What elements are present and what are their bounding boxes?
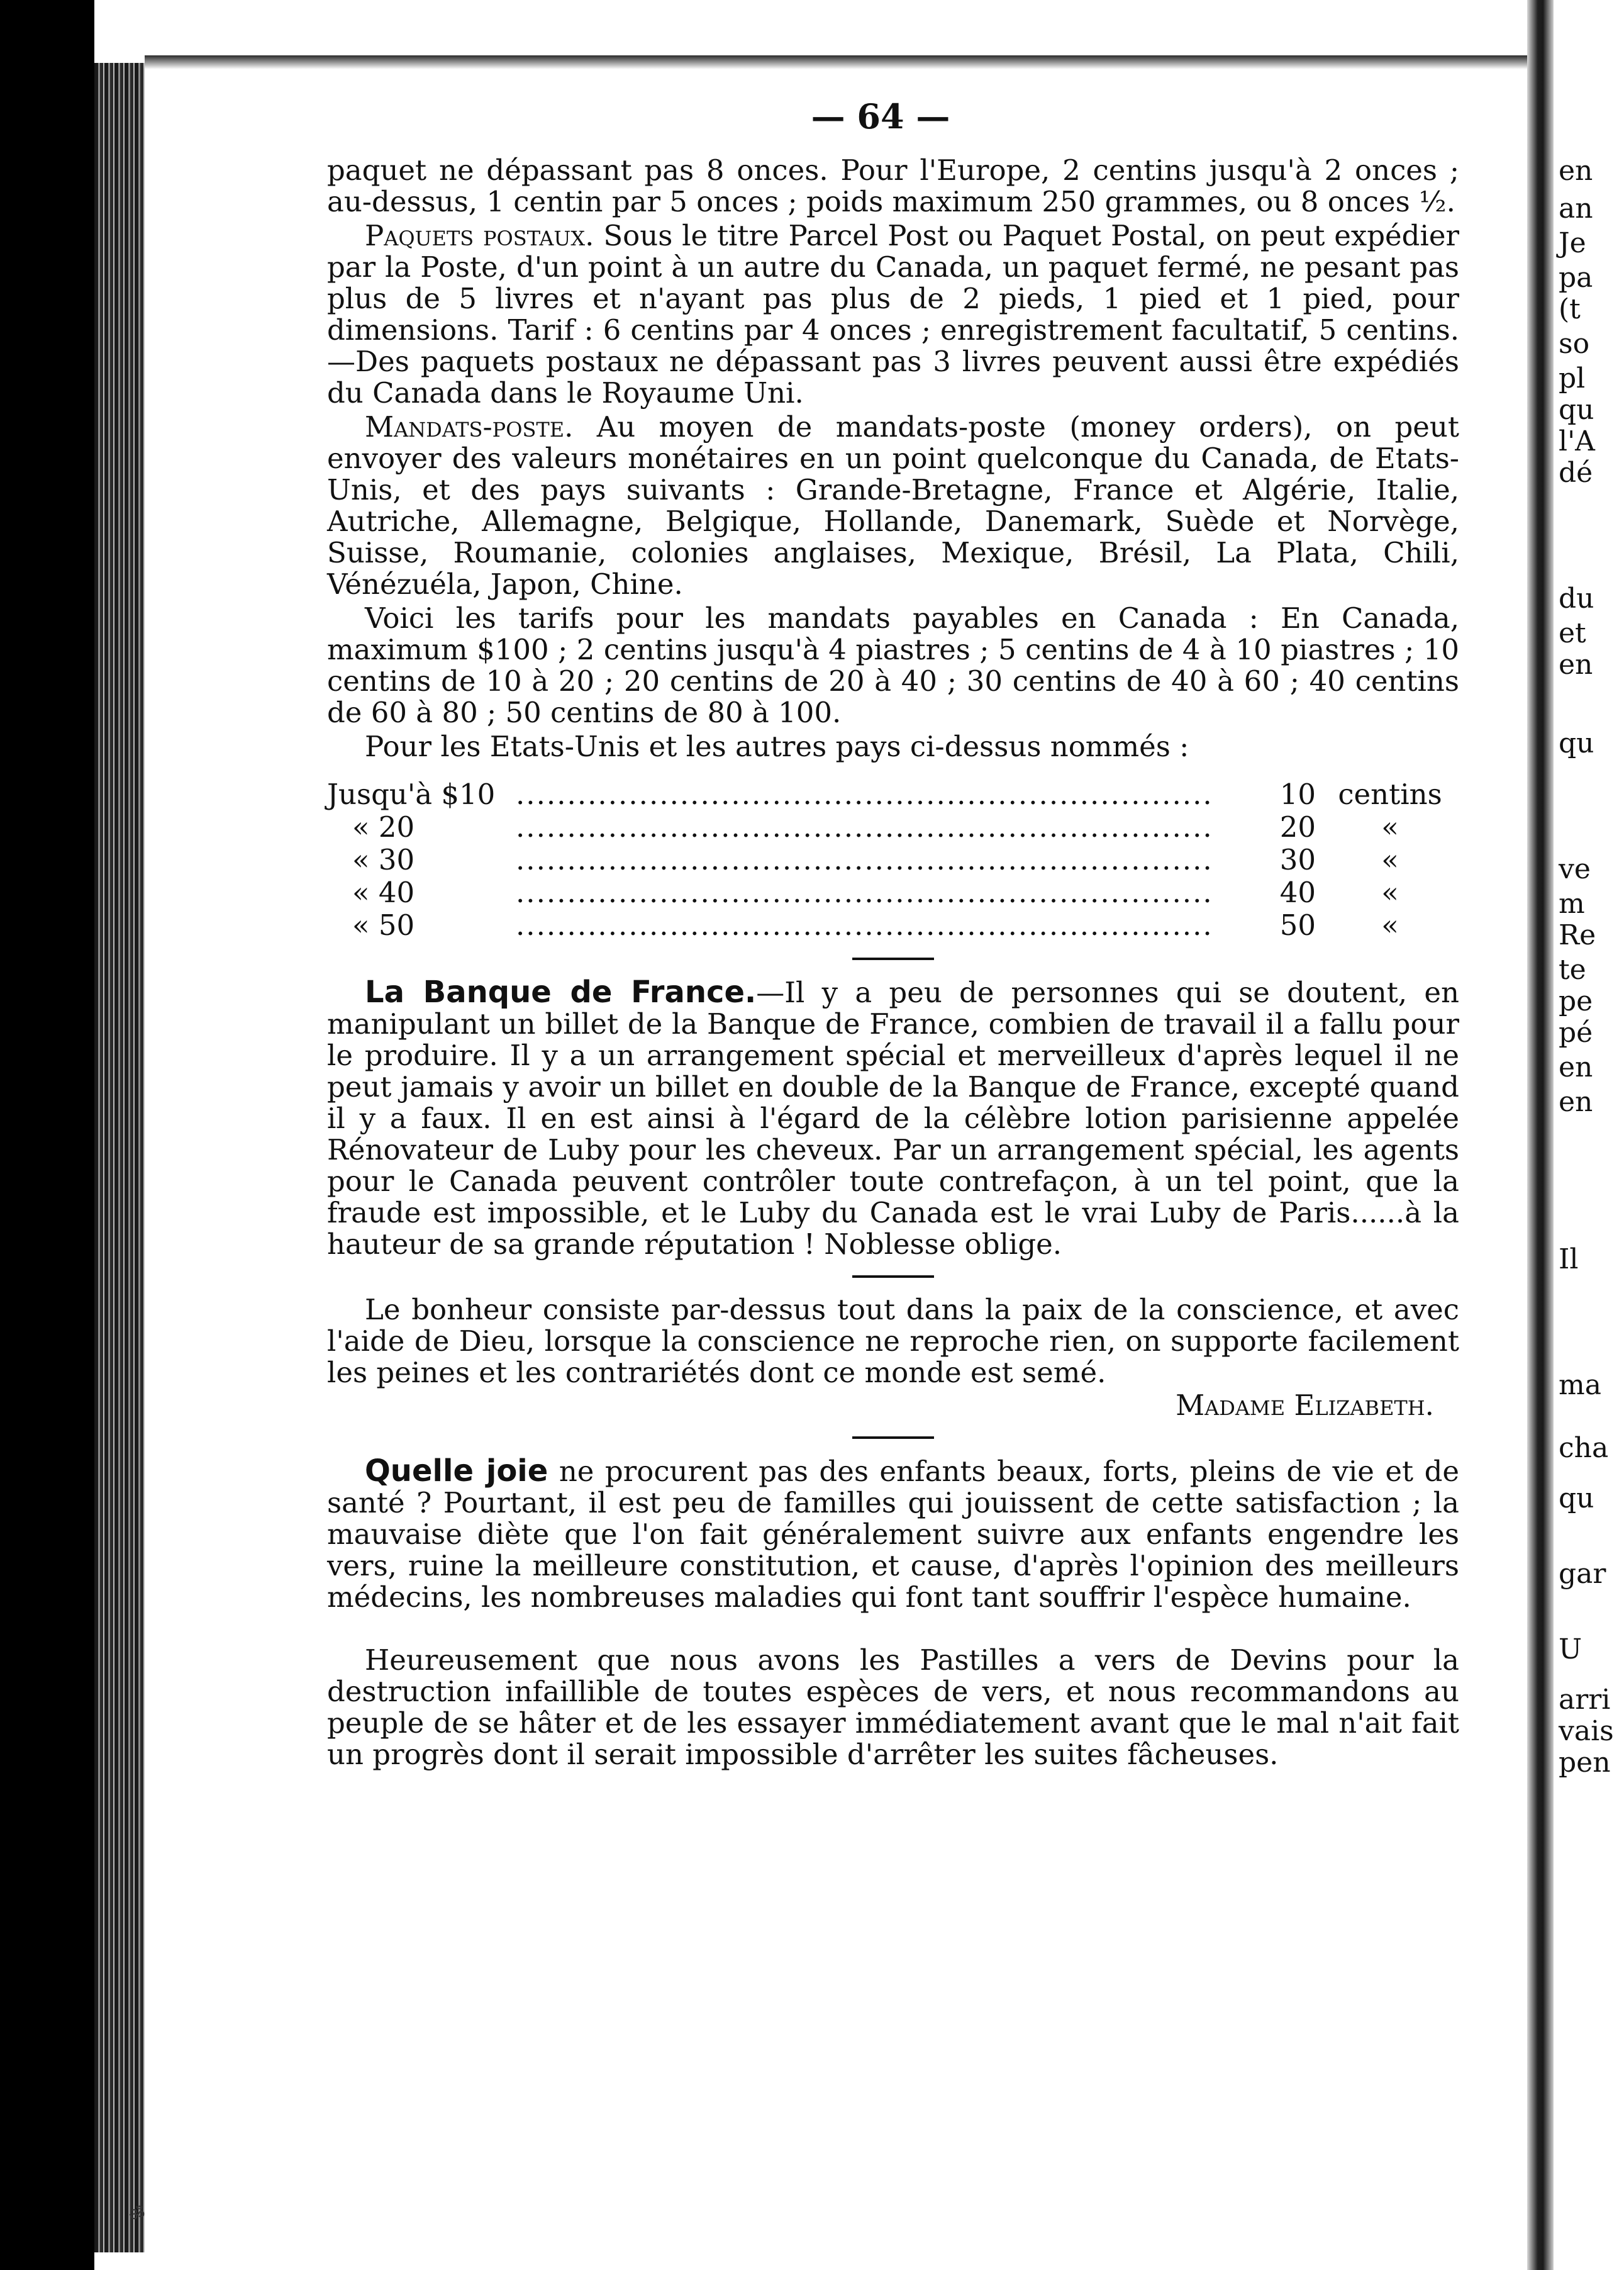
adjacent-page-text: so xyxy=(1559,328,1590,360)
book-gutter xyxy=(1527,0,1554,2270)
adjacent-page-text: pen xyxy=(1559,1747,1611,1779)
parcels-text: Sous le titre Parcel Post ou Paquet Postal, on peut expédier par la Poste, d'un point à un autre du Canada, un paquet fermé, ne pesant pas plus de 5 livres et n'ayant pas plus de 2 pieds, 1 pied et 1 pied, pour dimensions. Tarif : 6 centins par 4 onces ; enregistrement facultatif, 5 centins.—Des paquets postaux ne dépassant pas 3 livres peuvent aussi être expédiés du Canada dans le Royaume Uni. xyxy=(327,219,1459,410)
rate-row xyxy=(327,812,1459,844)
document-page xyxy=(327,96,1460,1771)
adjacent-page-text: en xyxy=(1559,649,1593,681)
pastilles-paragraph: Heureusement que nous avons les Pastilles a vers de Devins pour la destruction infaillible de toutes espèces de vers, et nous recommandons au peuple de se hâter et de les essayer immédiatement avant que le mal n'ait fait un progrès dont il serait impossible d'arrêter les suites fâcheuses. xyxy=(327,1643,1459,1771)
scan-border-left xyxy=(0,0,94,2270)
adjacent-page-text: te xyxy=(1559,954,1586,986)
intro-paragraph: paquet ne dépassant pas 8 onces. Pour l'Europe, 2 centins jusqu'à 2 onces ; au-dessus, 1 centin par 5 onces ; poids maximum 250 grammes, ou 8 onces ½. xyxy=(327,154,1459,218)
banque-text: —Il y a peu de personnes qui se doutent, en manipulant un billet de la Banque de France, combien de travail il a fallu pour le produire. Il y a un arrangement spécial et merveilleux d'après lequel il ne peut jamais y avoir un billet en double de la Banque de France, excepté quand il y a faux. Il en est ainsi à l'égard de la célèbre lotion parisienne appelée Rénovateur de Luby pour les cheveux. Par un arrangement spécial, les agents pour le Canada peuvent contrôler toute contrefaçon, à un tel point, que la fraude est impossible, et le Luby du Canada est le vrai Luby de Paris......à la hauteur de sa grande réputation ! Noblesse oblige. xyxy=(327,976,1459,1261)
rate-unit: « xyxy=(1381,876,1399,909)
adjacent-page-text: qu xyxy=(1559,727,1594,759)
joie-paragraph xyxy=(327,1455,1459,1613)
money-orders-text: Au moyen de mandats-poste (money orders), on peut envoyer des valeurs monétaires en un point quelconque du Canada, de Etats-Unis, et des pays suivants : Grande-Bretagne, France et Algérie, Italie, Autriche, Allemagne, Belgique, Hollande, Danemark, Suède et Norvège, Suisse, Roumanie, colonies anglaises, Mexique, Brésil, La Plata, Chili, Vénézuéla, Japon, Chine. xyxy=(327,410,1459,601)
quote-paragraph: Le bonheur consiste par-dessus tout dans la paix de la conscience, et avec l'aide de Dieu, lorsque la conscience ne reproche rien, on supporte facilement les peines et les contrariétés dont ce monde est semé. xyxy=(327,1293,1459,1389)
adjacent-page-text: pl xyxy=(1559,362,1586,394)
leader-dots xyxy=(516,844,1215,876)
rate-amount: « 40 xyxy=(352,876,415,909)
rate-row xyxy=(327,910,1459,942)
adjacent-page-text: du xyxy=(1559,583,1594,615)
adjacent-page-text: arri xyxy=(1559,1684,1611,1716)
adjacent-page-text: vais xyxy=(1559,1715,1614,1747)
other-countries-intro: Pour les Etats-Unis et les autres pays ci-dessus nommés : xyxy=(365,730,1189,763)
money-orders-paragraph xyxy=(327,411,1459,600)
adjacent-page-text: qu xyxy=(1559,394,1594,426)
section-divider xyxy=(852,1275,934,1278)
rate-amount: Jusqu'à $10 xyxy=(327,778,496,811)
adjacent-page-text: Il xyxy=(1559,1243,1579,1275)
adjacent-page-text: en xyxy=(1559,155,1593,187)
adjacent-page-text: Re xyxy=(1559,919,1596,951)
adjacent-page-text: an xyxy=(1559,193,1593,225)
banque-heading: La Banque de France. xyxy=(365,975,757,1010)
rate-unit: centins xyxy=(1338,778,1442,811)
rate-table xyxy=(327,779,1459,942)
adjacent-page-text: pa xyxy=(1559,262,1593,294)
rate-value: 10 xyxy=(1279,778,1316,811)
leader-dots xyxy=(516,877,1215,909)
rate-unit: « xyxy=(1381,909,1399,942)
adjacent-page-text: et xyxy=(1559,617,1586,649)
adjacent-page-text: en xyxy=(1559,1051,1593,1083)
rate-row xyxy=(327,877,1459,910)
adjacent-page-text: cha xyxy=(1559,1432,1609,1464)
canada-tariffs-paragraph: Voici les tarifs pour les mandats payables en Canada : En Canada, maximum $100 ; 2 centins jusqu'à 4 piastres ; 5 centins de 4 à 10 piastres ; 10 centins de 10 à 20 ; 20 centins de 20 à 40 ; 30 centins de 40 à 60 ; 40 centins de 60 à 80 ; 50 centins de 80 à 100. xyxy=(327,601,1459,729)
joie-heading: Quelle joie xyxy=(365,1453,548,1489)
adjacent-page-fragment xyxy=(1554,75,1624,2215)
leader-dots xyxy=(516,812,1215,843)
rate-row xyxy=(327,779,1459,812)
money-orders-heading: Mandats-poste. xyxy=(365,410,574,444)
leader-dots xyxy=(516,779,1215,810)
leader-dots xyxy=(516,910,1215,941)
adjacent-page-text: qu xyxy=(1559,1482,1594,1514)
rate-value: 50 xyxy=(1279,909,1316,942)
quote-signature: Madame Elizabeth. xyxy=(1176,1389,1434,1422)
rate-row xyxy=(327,844,1459,877)
rate-value: 30 xyxy=(1279,843,1316,876)
adjacent-page-text: m xyxy=(1559,888,1585,920)
parcels-paragraph xyxy=(327,220,1459,409)
adjacent-page-text: en xyxy=(1559,1086,1593,1118)
parcels-heading: Paquets postaux. xyxy=(365,219,594,252)
rate-amount: « 30 xyxy=(352,843,415,876)
adjacent-page-text: gar xyxy=(1559,1558,1606,1590)
adjacent-page-text: dé xyxy=(1559,457,1593,489)
adjacent-page-text: pé xyxy=(1559,1017,1593,1049)
rate-amount: « 50 xyxy=(352,909,415,942)
adjacent-page-text: Je xyxy=(1559,227,1586,259)
rate-unit: « xyxy=(1381,843,1399,876)
adjacent-page-text: l'A xyxy=(1559,425,1595,457)
section-divider xyxy=(852,1436,934,1439)
page-number: — 64 — xyxy=(811,96,950,137)
rate-value: 20 xyxy=(1279,810,1316,844)
scan-mark: ॐ xyxy=(129,2204,145,2225)
adjacent-page-text: U xyxy=(1559,1633,1582,1665)
adjacent-page-text: (t xyxy=(1559,293,1581,325)
joie-text: ne procurent pas des enfants beaux, forts, pleins de vie et de santé ? Pourtant, il est peu de familles qui jouissent de cette satisfaction ; la mauvaise diète que l'on fait généralement suivre aux enfants engendre les vers, ruine la meilleure constitution, et cause, d'après l'opinion des meilleurs médecins, les nombreuses maladies qui font tant souffrir l'espèce humaine. xyxy=(327,1455,1460,1614)
adjacent-page-text: ma xyxy=(1559,1369,1601,1401)
banque-paragraph xyxy=(327,976,1459,1260)
book-spine xyxy=(94,63,145,2252)
rate-unit: « xyxy=(1381,810,1399,844)
page-top-shadow xyxy=(145,55,1528,69)
rate-value: 40 xyxy=(1279,876,1316,909)
adjacent-page-text: pe xyxy=(1559,985,1593,1017)
rate-amount: « 20 xyxy=(352,810,415,844)
adjacent-page-text: ve xyxy=(1559,853,1591,885)
section-divider xyxy=(852,958,934,960)
